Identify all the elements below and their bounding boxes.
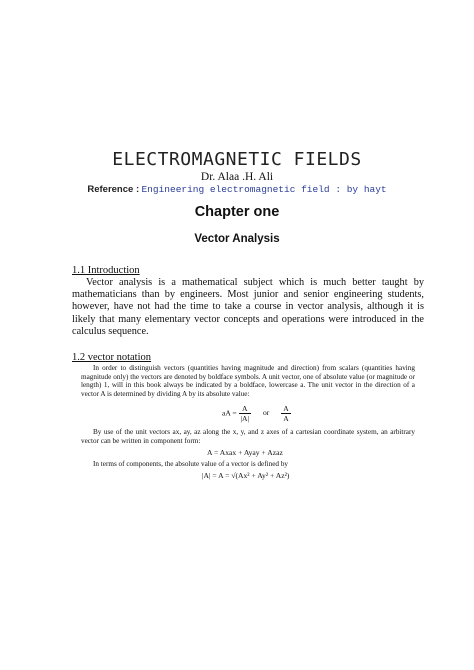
equation-magnitude: |A| = A = √(Ax² + Ay² + Az²) [202, 471, 290, 480]
scanned-paragraph-1 [81, 364, 415, 398]
scanned-text-2: By use of the unit vectors ax, ay, az along the x, y, and z axes of a cartesian coordinate system, an arbitrary vector can be written in component form: [81, 428, 415, 445]
equation-or: or [262, 408, 270, 418]
fraction-2-numerator: A [283, 404, 289, 413]
scanned-paragraph-3 [81, 460, 415, 469]
section-heading-introduction: 1.1 Introduction [72, 265, 140, 276]
reference-text: Engineering electromagnetic field : by hayt [141, 184, 387, 195]
introduction-paragraph [72, 277, 424, 338]
fraction-2 [281, 404, 290, 423]
scanned-paragraph-2 [81, 428, 415, 445]
fraction-1 [239, 404, 252, 423]
chapter-heading: Chapter one [194, 204, 280, 220]
equation-unit-vector [222, 404, 291, 423]
equation-component-form: A = Axax + Ayay + Azaz [207, 448, 283, 457]
fraction-2-denominator: A [283, 414, 289, 423]
fraction-1-numerator: A [239, 404, 252, 414]
section-heading-vector-notation: 1.2 vector notation [72, 352, 152, 363]
reference-line [0, 184, 474, 195]
reference-label: Reference : [87, 184, 140, 195]
chapter-subtitle: Vector Analysis [194, 233, 280, 245]
document-title: ELECTROMAGNETIC FIELDS [112, 149, 362, 170]
introduction-text: Vector analysis is a mathematical subject which is much better taught by mathematicians than by engineers. Most junior and senior engineering students, however, have not had the time to take a course in vector analysis, although it is likely that many elementary vector concepts and operations were introduced in the calculus sequence. [72, 277, 424, 337]
fraction-1-denominator: |A| [240, 414, 250, 423]
scanned-text-3: In terms of components, the absolute value of a vector is defined by [93, 460, 289, 468]
scanned-text-1: In order to distinguish vectors (quantities having magnitude and direction) from scalars (quantities having magnitude only) the vectors are denoted by boldface symbols. A unit vector, one of absolute value (or magnitude or length) 1, will in this book always be indicated by a boldface, lowercase a. The unit vector in the direction of a vector A is determined by dividing A by its absolute value: [81, 364, 415, 398]
author-name: Dr. Alaa .H. Ali [200, 171, 274, 183]
equation-lhs: aA = [222, 408, 237, 418]
